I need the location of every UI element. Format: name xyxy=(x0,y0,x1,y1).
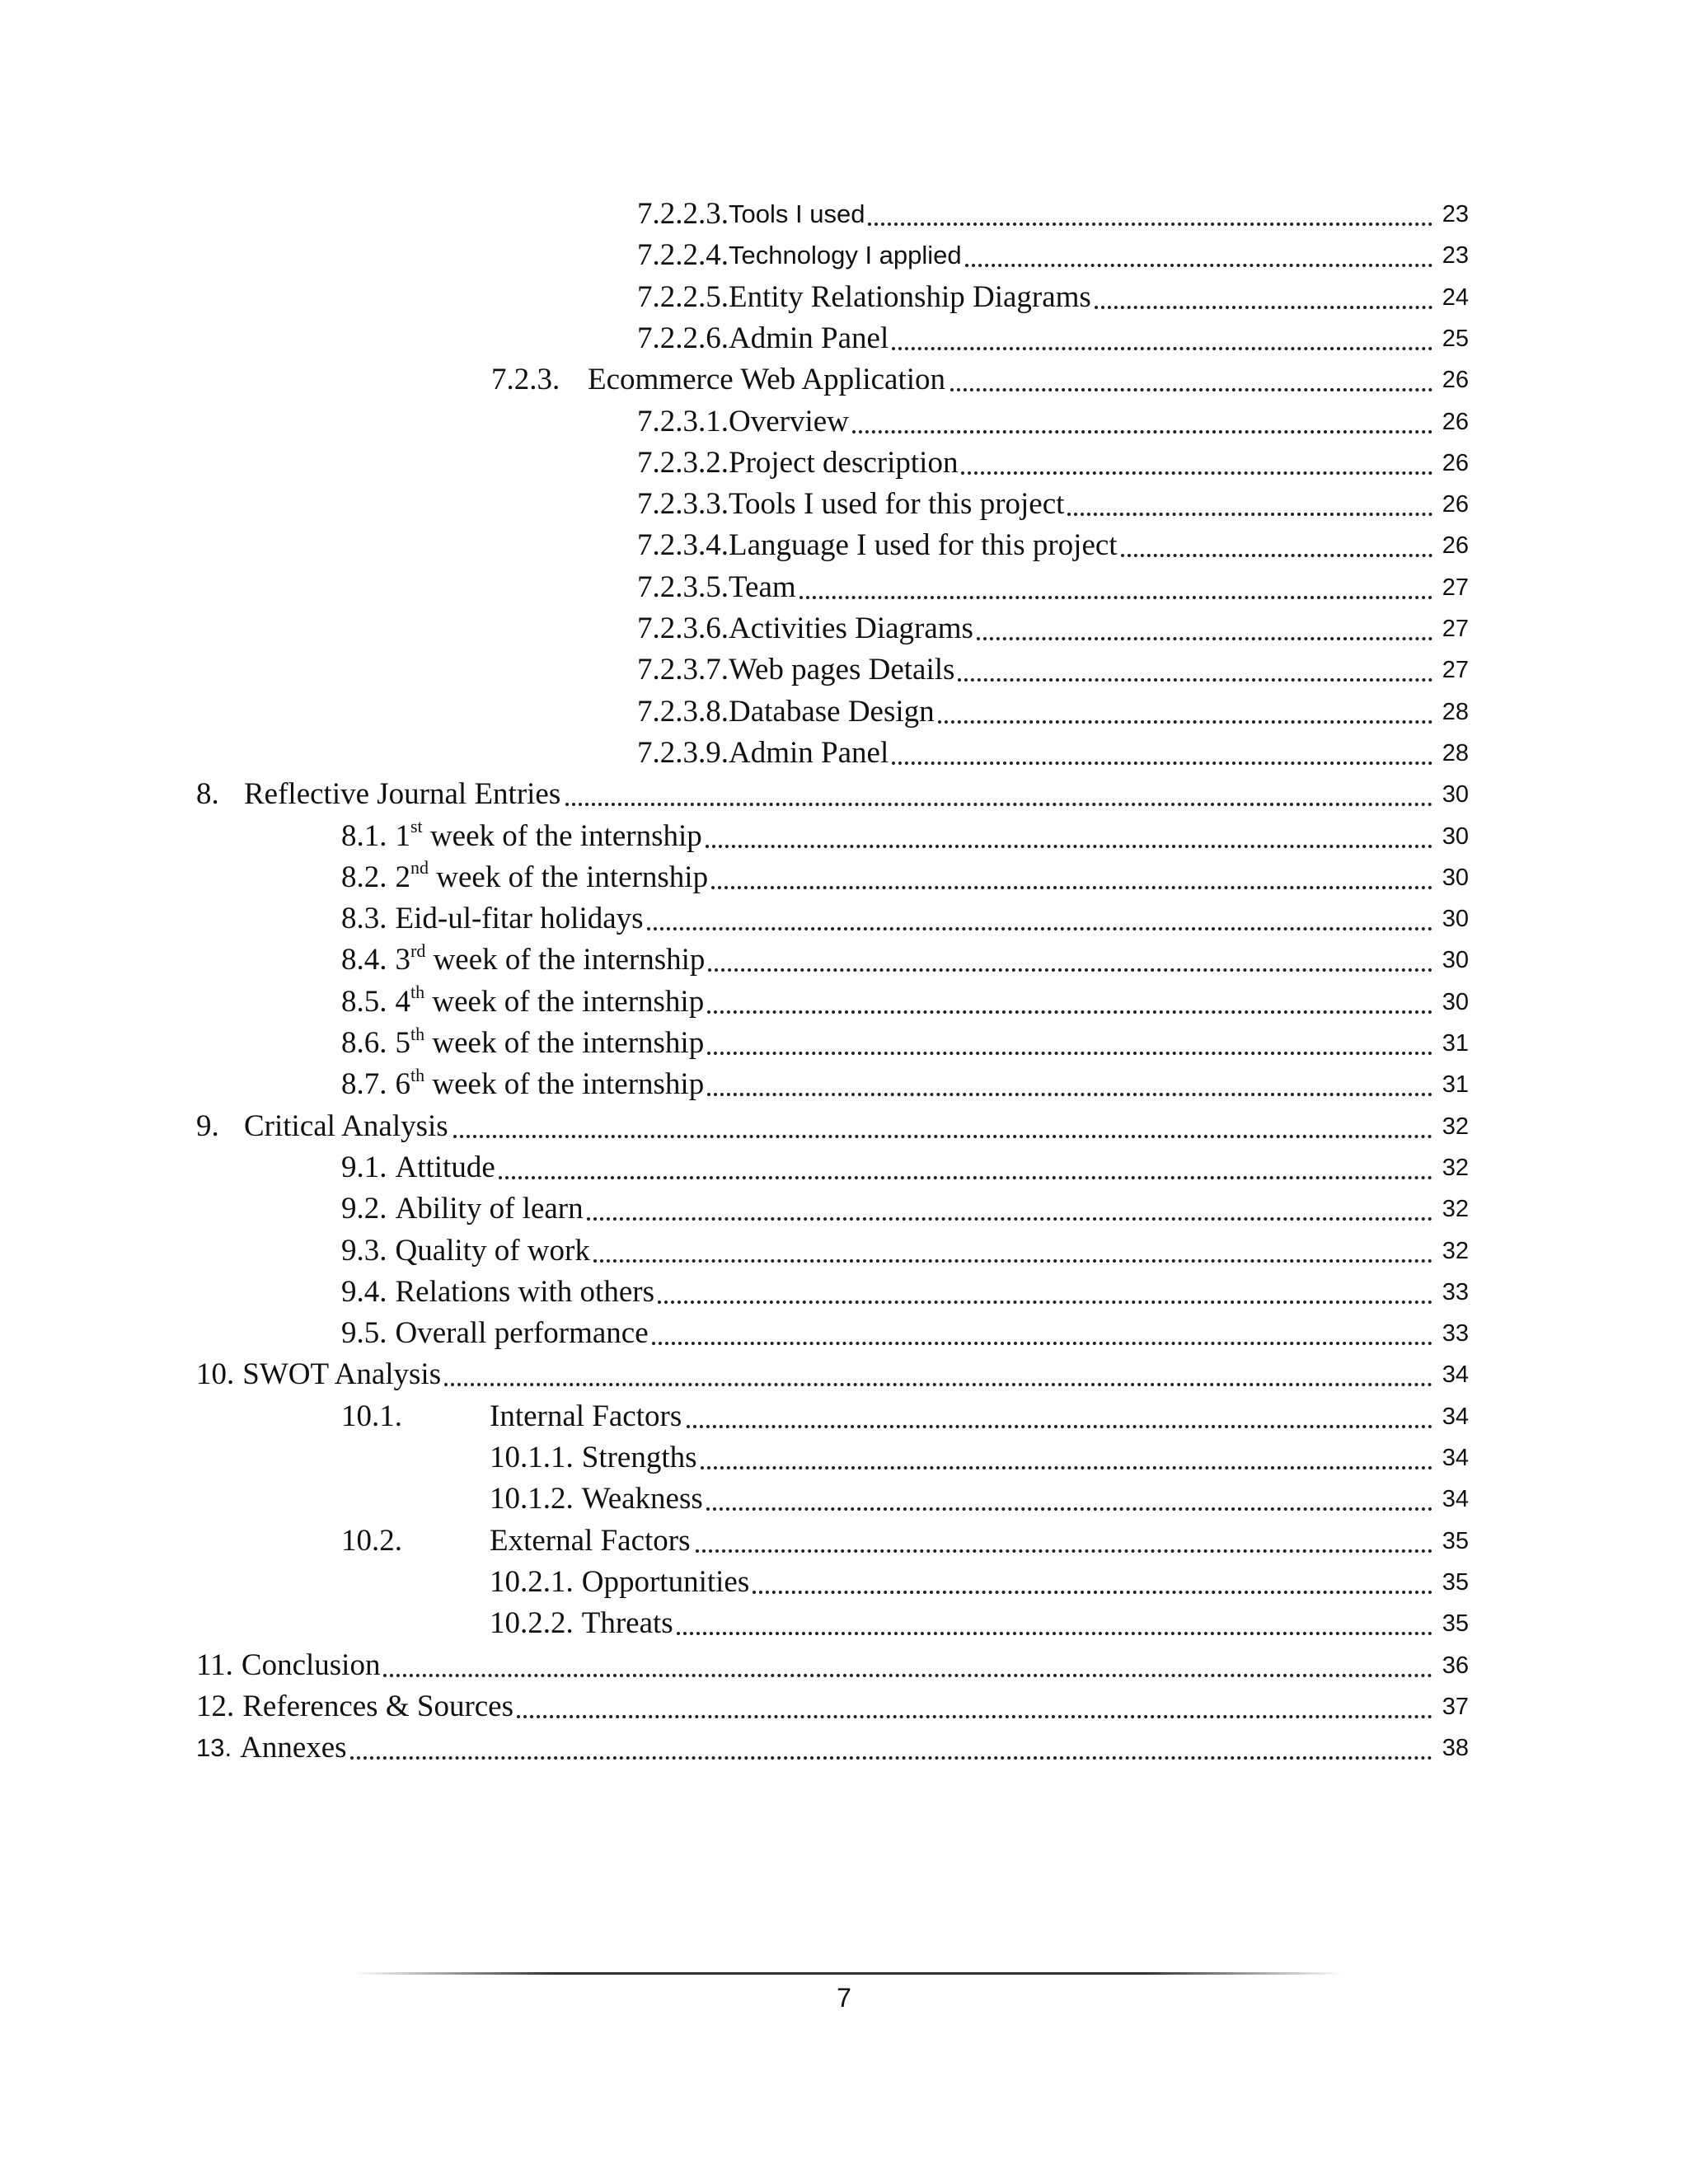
toc-entry-number: 7.2.3.5. xyxy=(637,569,729,604)
toc-entry[interactable] xyxy=(196,1646,1469,1685)
toc-entry-title-text: Relations with others xyxy=(395,1274,654,1309)
dot-leader xyxy=(1067,506,1432,516)
toc-entry[interactable] xyxy=(196,1107,1469,1146)
toc-entry-number: 9.4. xyxy=(341,1274,387,1309)
toc-entry[interactable] xyxy=(196,1687,1469,1727)
toc-entry-ordinal: 3 xyxy=(395,943,410,977)
toc-entry-page: 31 xyxy=(1442,1030,1469,1057)
toc-entry-title xyxy=(729,319,889,359)
dot-leader xyxy=(938,714,1432,724)
toc-entry-title xyxy=(729,526,1118,565)
dot-leader xyxy=(965,257,1432,267)
toc-entry[interactable] xyxy=(341,1397,1469,1436)
dot-leader xyxy=(1121,547,1432,557)
toc-entry-number: 7.2.3. xyxy=(491,363,560,397)
toc-entry-number: 10.1.1. xyxy=(490,1441,574,1474)
toc-entry-number: 9.5. xyxy=(341,1316,387,1351)
toc-entry-title xyxy=(396,858,709,898)
toc-entry-number: 8.3. xyxy=(341,902,387,936)
toc-entry-title xyxy=(241,1646,381,1685)
toc-entry-title xyxy=(244,1107,448,1146)
dot-leader xyxy=(593,1253,1432,1263)
toc-entry-title xyxy=(729,194,865,234)
toc-entry-number: 7.2.2.4. xyxy=(637,238,729,273)
toc-entry-title-text: Critical Analysis xyxy=(244,1108,448,1143)
toc-entry-number: 12. xyxy=(196,1689,235,1723)
toc-entry-page: 35 xyxy=(1442,1610,1469,1638)
toc-entry-number: 7.2.3.1. xyxy=(637,404,729,438)
toc-entry-title-text: Project description xyxy=(729,445,959,480)
toc-entry-number: 7.2.2.3. xyxy=(637,197,729,231)
toc-entry[interactable] xyxy=(341,1065,1469,1104)
toc-entry-page: 26 xyxy=(1442,532,1469,560)
dot-leader xyxy=(647,921,1432,930)
dot-leader xyxy=(706,1501,1432,1511)
toc-entry-title xyxy=(729,443,958,483)
toc-entry-title xyxy=(582,1438,697,1478)
toc-entry-title-text: Admin Panel xyxy=(729,321,889,355)
toc-entry-number: 7.2.3.8. xyxy=(637,694,729,729)
page-number: 7 xyxy=(837,1983,851,2013)
dot-leader xyxy=(1095,299,1432,309)
toc-entry-title xyxy=(582,1563,749,1602)
toc-entry-number: 8. xyxy=(196,777,219,812)
toc-entry-title-text: Annexes xyxy=(240,1731,347,1765)
toc-entry-ordinal-suffix: st xyxy=(410,816,423,837)
toc-entry-page: 32 xyxy=(1442,1237,1469,1264)
toc-entry-number: 8.2. xyxy=(341,860,387,894)
toc-entry-ordinal: 1 xyxy=(395,818,410,853)
toc-entry-title-text: Team xyxy=(729,569,796,604)
dot-leader xyxy=(892,340,1432,350)
toc-entry-title-text: Ability of learn xyxy=(395,1192,584,1226)
toc-entry[interactable] xyxy=(637,278,1469,317)
toc-entry-title-text: Reflective Journal Entries xyxy=(244,777,561,812)
toc-entry-page: 26 xyxy=(1442,367,1469,394)
toc-entry[interactable] xyxy=(637,568,1469,607)
toc-entry-page: 33 xyxy=(1442,1278,1469,1305)
toc-entry-title-text: SWOT Analysis xyxy=(242,1357,442,1392)
dot-leader xyxy=(701,1460,1432,1469)
toc-entry-page: 23 xyxy=(1442,242,1469,269)
toc-entry-number: 9. xyxy=(196,1108,219,1143)
dot-leader xyxy=(961,465,1432,475)
toc-entry-number: 8.5. xyxy=(341,984,387,1019)
toc-entry-title-text: Overall performance xyxy=(395,1316,649,1351)
toc-entry-title xyxy=(729,568,796,607)
toc-entry-title xyxy=(582,1479,703,1519)
toc-entry-ordinal: 4 xyxy=(395,984,410,1019)
toc-entry-number: 7.2.2.6. xyxy=(637,321,729,355)
toc-entry-title xyxy=(242,1355,441,1394)
dot-leader xyxy=(958,672,1432,682)
toc-entry[interactable] xyxy=(341,1189,1469,1229)
toc-entry-number: 8.7. xyxy=(341,1067,387,1102)
toc-entry-title xyxy=(396,1065,705,1104)
toc-entry-title-text: week of the internship xyxy=(424,1026,705,1060)
dot-leader xyxy=(687,1418,1432,1428)
toc-entry-title xyxy=(582,1604,673,1643)
toc-entry-page: 30 xyxy=(1442,864,1469,891)
toc-entry-page: 27 xyxy=(1442,574,1469,601)
dot-leader xyxy=(868,216,1432,226)
toc-entry-page: 30 xyxy=(1442,781,1469,808)
toc-entry-ordinal: 6 xyxy=(395,1067,410,1102)
toc-entry[interactable] xyxy=(341,1148,1469,1188)
dot-leader xyxy=(707,1004,1432,1014)
toc-entry-title xyxy=(396,1148,495,1188)
toc-entry-number: 7.2.3.3. xyxy=(637,487,729,522)
toc-entry[interactable] xyxy=(341,1024,1469,1063)
toc-entry-title xyxy=(396,1231,590,1271)
dot-leader xyxy=(652,1335,1432,1345)
toc-entry-number: 10.1. xyxy=(341,1399,402,1433)
toc-entry-title-text: Strengths xyxy=(581,1441,697,1474)
dot-leader xyxy=(517,1708,1432,1718)
footer-divider xyxy=(354,1972,1343,1975)
dot-leader xyxy=(658,1294,1432,1304)
toc-entry-page: 33 xyxy=(1442,1320,1469,1347)
toc-entry-title-text: Opportunities xyxy=(581,1564,750,1599)
toc-entry-title-text: References & Sources xyxy=(242,1689,514,1723)
toc-entry-ordinal-suffix: th xyxy=(410,1064,425,1085)
toc-entry-title-text: Technology I applied xyxy=(729,241,962,270)
toc-entry-page: 23 xyxy=(1442,201,1469,227)
toc-entry[interactable] xyxy=(196,1728,1469,1768)
toc-entry-number: 11. xyxy=(196,1647,233,1682)
dot-leader xyxy=(977,630,1432,640)
toc-entry[interactable] xyxy=(637,194,1469,234)
toc-entry-title-text: week of the internship xyxy=(424,1067,705,1102)
toc-entry-page: 28 xyxy=(1442,739,1469,766)
toc-entry-title-text: Tools I used for this project xyxy=(729,487,1065,522)
toc-entry[interactable] xyxy=(341,817,1469,856)
toc-entry-title-text: Database Design xyxy=(729,694,935,729)
toc-entry[interactable] xyxy=(637,692,1469,732)
toc-entry-title-text: Ecommerce Web Application xyxy=(588,363,946,397)
toc-entry[interactable] xyxy=(490,1604,1469,1643)
toc-entry-title xyxy=(240,1728,346,1768)
toc-entry-title xyxy=(396,817,702,856)
toc-entry-title-text: Weakness xyxy=(581,1482,703,1516)
toc-entry[interactable] xyxy=(341,1521,1469,1561)
dot-leader xyxy=(706,838,1432,848)
toc-entry-title xyxy=(729,402,849,442)
toc-entry-ordinal-suffix: nd xyxy=(410,857,429,879)
toc-entry-title-text: week of the internship xyxy=(422,818,702,853)
toc-entry[interactable] xyxy=(341,982,1469,1022)
toc-entry-page: 26 xyxy=(1442,491,1469,518)
toc-entry-title-text: External Factors xyxy=(490,1523,691,1558)
toc-entry-number: 7.2.3.6. xyxy=(637,612,729,645)
toc-entry[interactable] xyxy=(490,1563,1469,1602)
toc-entry-page: 30 xyxy=(1442,906,1469,933)
toc-entry[interactable] xyxy=(637,650,1469,690)
dot-leader xyxy=(711,879,1432,889)
toc-entry[interactable] xyxy=(637,526,1469,565)
toc-entry-number: 10.2. xyxy=(341,1523,402,1558)
toc-entry-title xyxy=(588,360,945,400)
toc-entry[interactable] xyxy=(196,1355,1469,1394)
toc-entry-page: 30 xyxy=(1442,988,1469,1015)
toc-entry-page: 26 xyxy=(1442,408,1469,435)
toc-entry-title xyxy=(729,278,1091,317)
toc-entry-page: 27 xyxy=(1442,616,1469,642)
dot-leader xyxy=(950,382,1432,391)
toc-entry-number: 10.2.2. xyxy=(490,1606,574,1641)
toc-entry-page: 34 xyxy=(1442,1361,1469,1389)
toc-entry-page: 27 xyxy=(1442,657,1469,684)
toc-entry-page: 30 xyxy=(1442,947,1469,974)
toc-entry-number: 9.3. xyxy=(341,1233,387,1268)
toc-entry[interactable] xyxy=(637,733,1469,773)
toc-entry-page: 31 xyxy=(1442,1071,1469,1099)
toc-entry-page: 24 xyxy=(1442,284,1469,311)
toc-entry-ordinal: 2 xyxy=(395,860,410,894)
toc-entry[interactable] xyxy=(341,1231,1469,1271)
toc-entry-number: 7.2.3.9. xyxy=(637,735,729,770)
dot-leader xyxy=(707,1086,1432,1096)
dot-leader xyxy=(753,1584,1432,1594)
toc-entry-number: 9.1. xyxy=(341,1150,387,1184)
toc-entry[interactable] xyxy=(341,1314,1469,1353)
dot-leader xyxy=(852,424,1432,434)
toc-entry-number: 10. xyxy=(196,1357,235,1392)
toc-entry-title xyxy=(729,692,935,732)
dot-leader xyxy=(799,589,1432,599)
toc-entry-number: 13. xyxy=(196,1733,232,1763)
toc-entry-page: 34 xyxy=(1442,1403,1469,1430)
toc-entry-title xyxy=(396,940,706,980)
dot-leader xyxy=(892,755,1432,765)
toc-entry-page: 35 xyxy=(1442,1568,1469,1596)
dot-leader xyxy=(696,1543,1433,1553)
dot-leader xyxy=(444,1376,1432,1386)
dot-leader xyxy=(565,796,1432,806)
toc-entry-number: 8.1. xyxy=(341,818,387,853)
toc-entry-title xyxy=(242,1687,513,1727)
toc-entry[interactable] xyxy=(491,360,1469,400)
toc-entry-title-text: week of the internship xyxy=(424,984,705,1019)
toc-entry-title xyxy=(490,1397,682,1436)
toc-entry-ordinal-suffix: th xyxy=(410,1023,425,1044)
dot-leader xyxy=(383,1667,1432,1677)
toc-entry-page: 30 xyxy=(1442,823,1469,850)
toc-entry-title-text: week of the internship xyxy=(429,860,709,894)
toc-entry-number: 7.2.2.5. xyxy=(637,279,729,314)
toc-entry-title-text: Admin Panel xyxy=(729,735,889,770)
toc-entry-title xyxy=(729,650,954,690)
toc-entry-page: 25 xyxy=(1442,325,1469,352)
toc-entry-title-text: Conclusion xyxy=(241,1647,381,1682)
toc-entry[interactable] xyxy=(341,858,1469,898)
toc-entry-title xyxy=(729,236,962,275)
toc-entry-number: 7.2.3.4. xyxy=(637,528,729,563)
toc-entry-number: 9.2. xyxy=(341,1192,387,1226)
dot-leader xyxy=(453,1128,1432,1138)
toc-entry[interactable] xyxy=(637,443,1469,483)
toc-entry-page: 38 xyxy=(1442,1735,1469,1762)
toc-entry-number: 8.6. xyxy=(341,1026,387,1060)
toc-entry-title-text: Eid-ul-fitar holidays xyxy=(395,902,644,936)
dot-leader xyxy=(499,1169,1432,1179)
dot-leader xyxy=(707,1045,1432,1055)
toc-entry[interactable] xyxy=(637,485,1469,524)
toc-entry[interactable] xyxy=(341,1272,1469,1312)
toc-entry-title-text: Web pages Details xyxy=(729,653,955,687)
toc-entry-title xyxy=(396,1024,705,1063)
toc-entry-title xyxy=(396,1272,654,1312)
toc-entry-title xyxy=(396,1314,649,1353)
toc-entry-page: 35 xyxy=(1442,1527,1469,1554)
toc-entry-title xyxy=(244,775,560,814)
toc-entry-page: 37 xyxy=(1442,1693,1469,1720)
dot-leader xyxy=(677,1625,1432,1635)
toc-entry[interactable] xyxy=(196,775,1469,814)
toc-entry-number: 7.2.3.7. xyxy=(637,653,729,687)
toc-entry-ordinal: 5 xyxy=(395,1026,410,1060)
toc-entry-title xyxy=(729,609,973,649)
toc-entry[interactable] xyxy=(341,940,1469,980)
toc-entry-page: 32 xyxy=(1442,1154,1469,1181)
dot-leader xyxy=(587,1211,1432,1221)
toc-entry-title-text: Activities Diagrams xyxy=(729,612,973,645)
toc-entry[interactable] xyxy=(637,236,1469,275)
toc-entry-title xyxy=(729,733,889,773)
toc-entry-title-text: Quality of work xyxy=(395,1233,590,1268)
toc-entry-title xyxy=(396,982,705,1022)
toc-entry-title xyxy=(396,1189,584,1229)
toc-entry-page: 34 xyxy=(1442,1445,1469,1471)
toc-entry-page: 34 xyxy=(1442,1486,1469,1513)
toc-entry-title-text: Entity Relationship Diagrams xyxy=(729,279,1091,314)
toc-entry-title-text: Language I used for this project xyxy=(729,528,1118,563)
toc-entry[interactable] xyxy=(637,609,1469,649)
toc-entry-page: 32 xyxy=(1442,1113,1469,1140)
toc-entry-number: 10.1.2. xyxy=(490,1482,574,1516)
toc-entry-title xyxy=(490,1521,691,1561)
toc-entry-title-text: Internal Factors xyxy=(490,1399,682,1433)
toc-entry-ordinal-suffix: th xyxy=(410,982,425,1003)
toc-entry-page: 28 xyxy=(1442,698,1469,725)
toc-entry-title xyxy=(729,485,1064,524)
toc-entry-title-text: Threats xyxy=(581,1606,673,1641)
toc-entry[interactable] xyxy=(637,402,1469,442)
toc-entry-page: 26 xyxy=(1442,449,1469,476)
toc-entry-title-text: week of the internship xyxy=(425,943,706,977)
toc-entry-number: 7.2.3.2. xyxy=(637,445,729,480)
toc-entry-number: 8.4. xyxy=(341,943,387,977)
toc-entry-title xyxy=(396,899,644,939)
toc-entry[interactable] xyxy=(490,1438,1469,1478)
toc-entry-number: 10.2.1. xyxy=(490,1564,574,1599)
toc-entry-ordinal-suffix: rd xyxy=(410,940,426,962)
toc-entry-title-text: Overview xyxy=(729,404,849,438)
dot-leader xyxy=(350,1750,1432,1760)
toc-entry-title-text: Tools I used xyxy=(729,199,865,228)
toc-entry[interactable] xyxy=(341,899,1469,939)
toc-entry-page: 32 xyxy=(1442,1196,1469,1223)
toc-entry-title-text: Attitude xyxy=(395,1150,495,1184)
toc-entry-page: 36 xyxy=(1442,1652,1469,1679)
dot-leader xyxy=(708,962,1432,972)
toc-entry[interactable] xyxy=(490,1479,1469,1519)
toc-entry[interactable] xyxy=(637,319,1469,359)
